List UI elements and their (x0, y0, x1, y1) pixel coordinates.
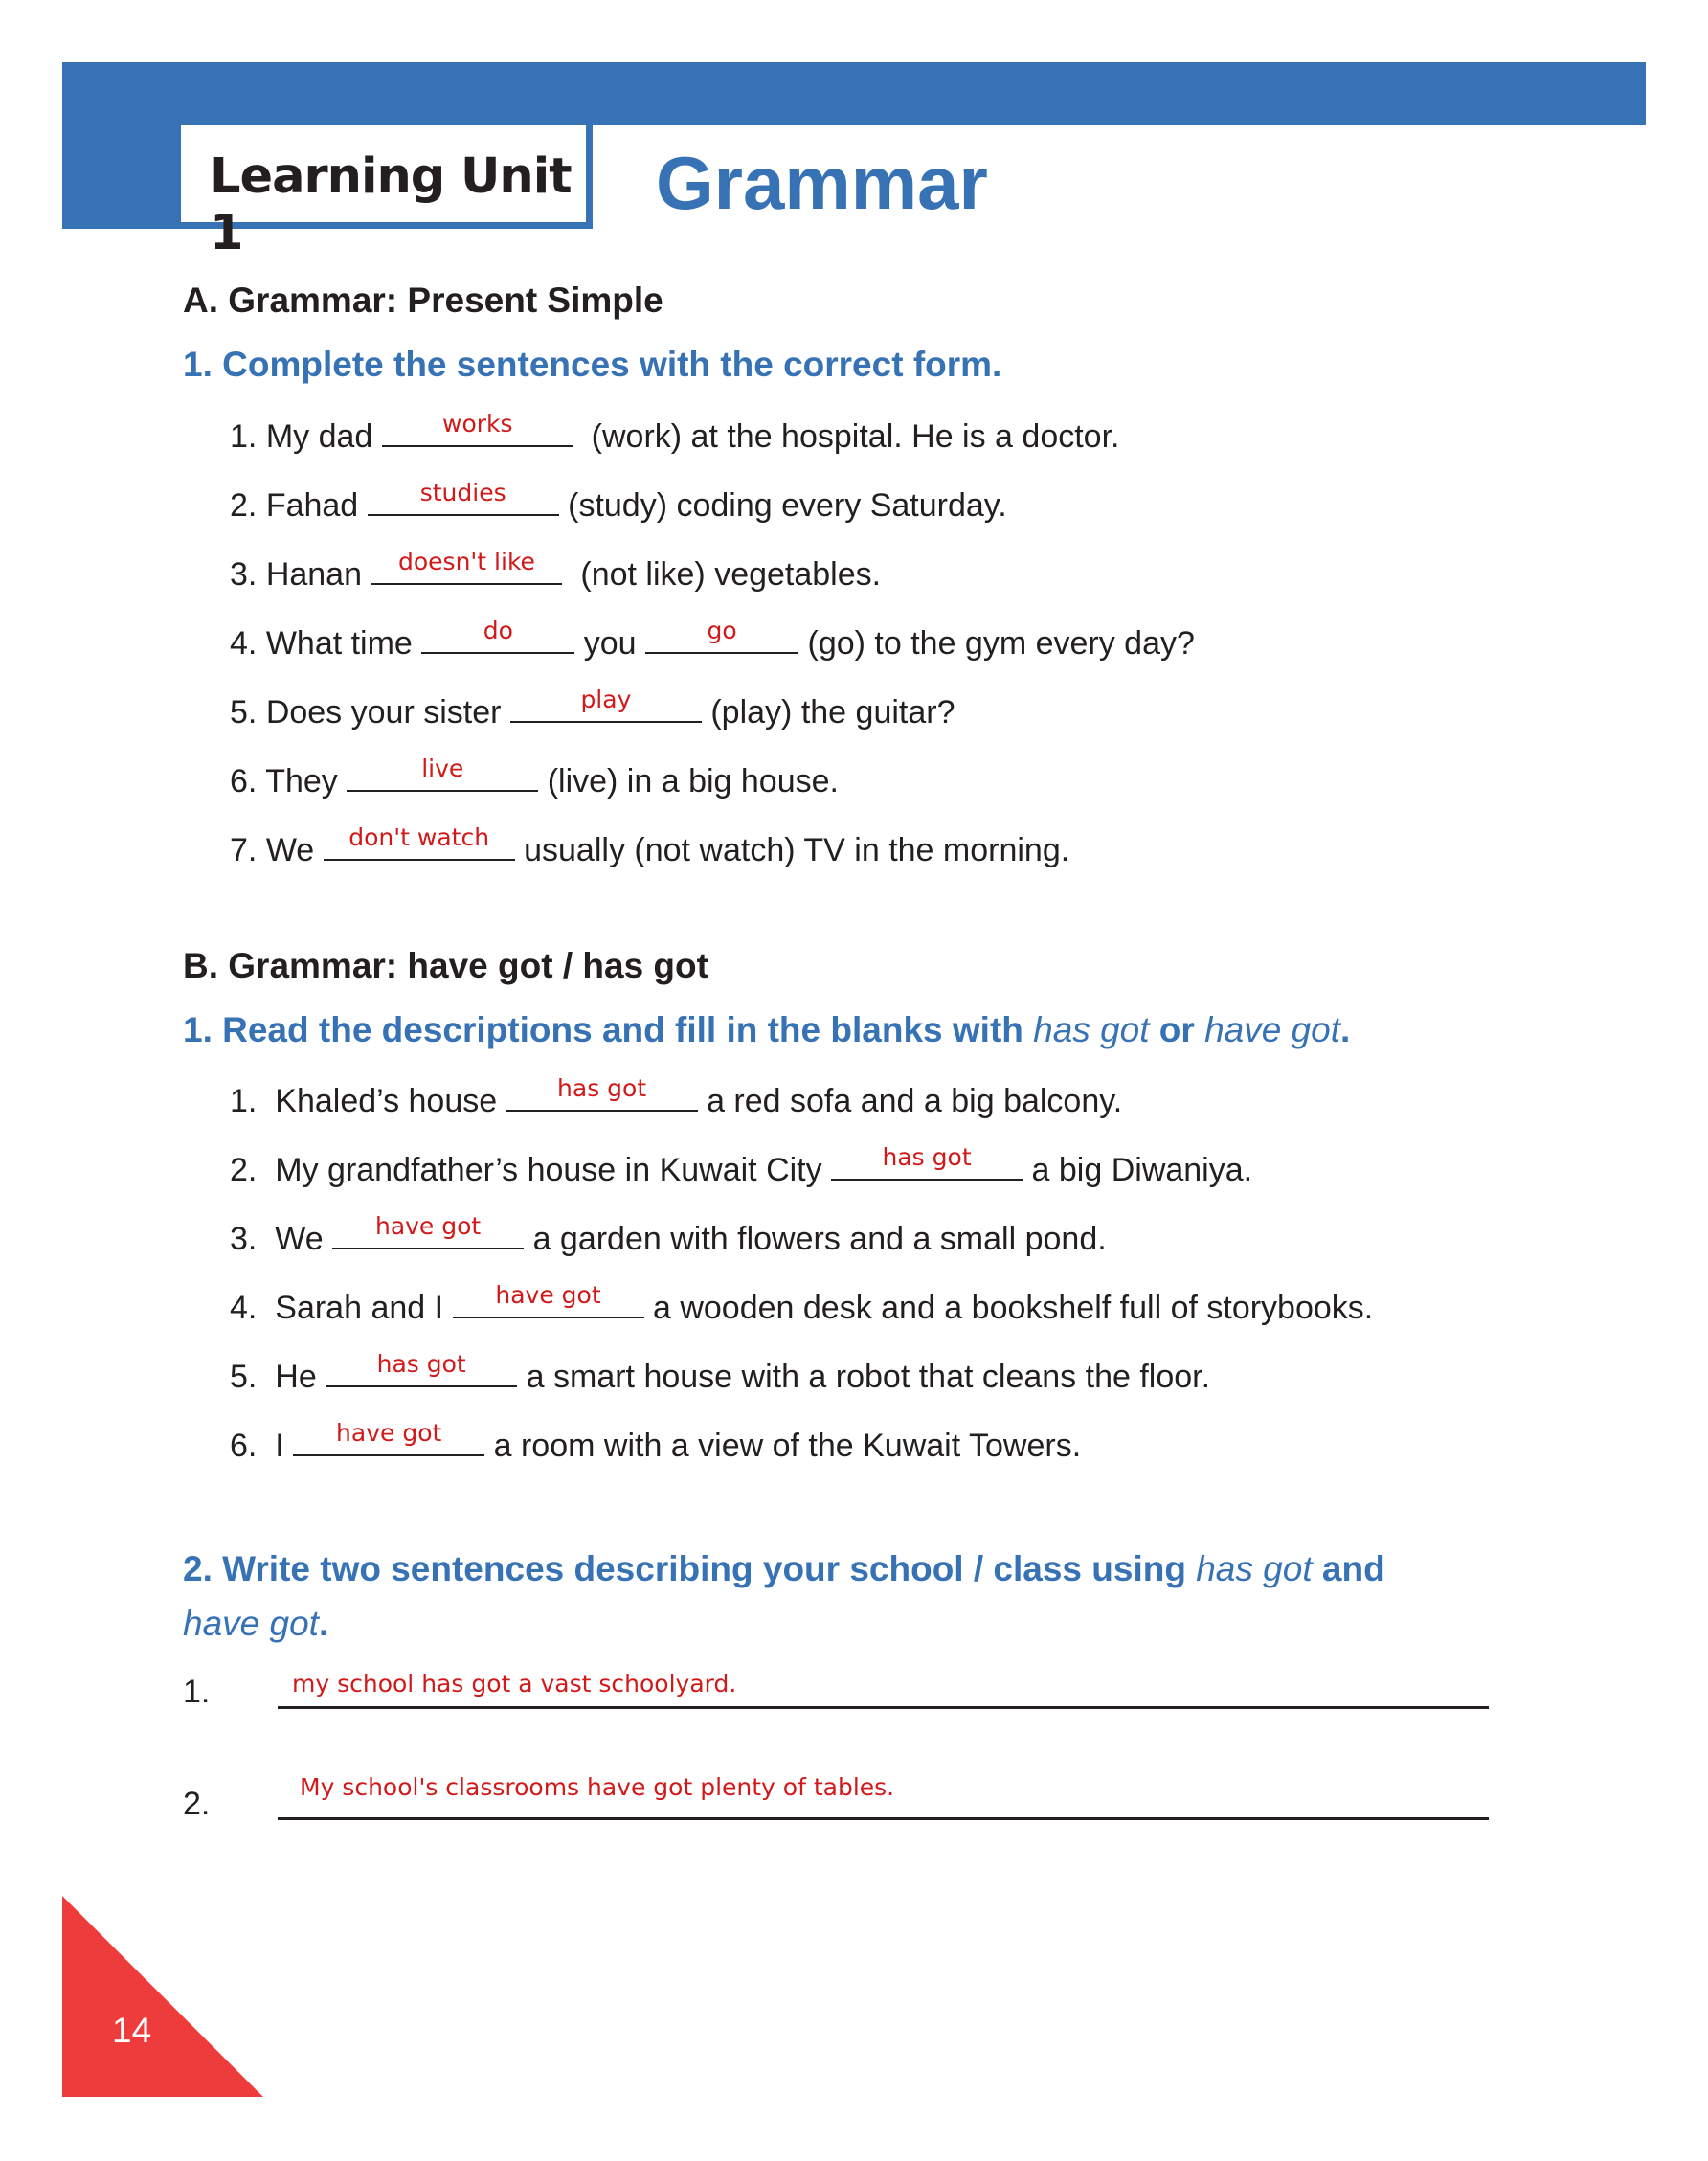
answer-text: has got (557, 1074, 647, 1102)
section-b-task-1: 1. Read the descriptions and fill in the blanks with has got or have got. (183, 1010, 1351, 1049)
answer-text: live (421, 754, 464, 782)
list-item: 3. Hanan doesn't like (not like) vegetables. (230, 548, 882, 593)
page-number: 14 (112, 2011, 152, 2050)
answer-text: has got (376, 1350, 466, 1378)
answer-text: have got (336, 1419, 442, 1447)
answer-blank[interactable] (421, 617, 574, 654)
answer-text: have got (495, 1281, 601, 1309)
list-item: 5. He has got a smart house with a robot that cleans the floor. (230, 1350, 1211, 1395)
answer-blank[interactable] (332, 1212, 524, 1249)
section-a-task-1: 1. Complete the sentences with the correct form. (183, 345, 1002, 384)
header-side-band (62, 125, 181, 229)
answer-blank[interactable] (382, 410, 573, 447)
header-band (62, 62, 1646, 125)
section-b-heading: B. Grammar: have got / has got (183, 946, 708, 985)
answer-blank[interactable] (453, 1281, 644, 1318)
answer-text: don't watch (348, 823, 490, 851)
writing-line[interactable] (278, 1817, 1489, 1820)
page-corner (62, 1896, 263, 2097)
answer-text: have got (374, 1212, 482, 1240)
list-item: 7. We don't watch usually (not watch) TV in the morning. (230, 823, 1070, 868)
list-item: 1. My dad works (work) at the hospital. He is a doctor. (230, 410, 1120, 455)
list-item: 4. Sarah and I have got a wooden desk and a bookshelf full of storybooks. (230, 1281, 1374, 1326)
list-item: 2. My grandfather’s house in Kuwait City has got a big Diwaniya. (230, 1143, 1253, 1188)
writing-number: 2. (183, 1786, 211, 1822)
list-item: 6. I have got a room with a view of the Kuwait Towers. (230, 1419, 1082, 1464)
answer-blank[interactable] (645, 617, 798, 654)
answer-text: studies (419, 479, 506, 506)
writing-number: 1. (183, 1674, 211, 1710)
answer-blank[interactable] (506, 1074, 698, 1112)
list-item: 4. What time do you go (go) to the gym every day? (230, 617, 1195, 662)
page-title: Grammar (656, 141, 988, 225)
list-item: 3. We have got a garden with flowers and a small pond. (230, 1212, 1107, 1257)
writing-line[interactable] (278, 1706, 1489, 1709)
answer-text: has got (882, 1143, 972, 1171)
writing-answer: my school has got a vast schoolyard. (292, 1670, 737, 1698)
list-item: 2. Fahad studies (study) coding every Saturday. (230, 479, 1007, 524)
answer-blank[interactable] (326, 1350, 517, 1387)
answer-blank[interactable] (510, 686, 702, 723)
list-item: 6. They live (live) in a big house. (230, 754, 839, 799)
answer-text: doesn't like (398, 548, 535, 575)
answer-blank[interactable] (347, 754, 538, 792)
answer-text: play (580, 686, 632, 713)
answer-blank[interactable] (371, 548, 562, 585)
answer-blank[interactable] (368, 479, 559, 516)
unit-label-box (181, 125, 593, 261)
section-b-task-2-cont: have got. (183, 1604, 329, 1643)
answer-blank[interactable] (293, 1419, 484, 1456)
answer-blank[interactable] (324, 823, 515, 861)
unit-label: Learning Unit 1 (210, 148, 572, 261)
list-item: 1. Khaled’s house has got a red sofa and a big balcony. (230, 1074, 1123, 1119)
answer-blank[interactable] (831, 1143, 1023, 1181)
writing-answer: My school's classrooms have got plenty of tables. (300, 1773, 895, 1801)
section-b-task-2: 2. Write two sentences describing your school / class using has got and (183, 1549, 1385, 1588)
answer-text: works (442, 410, 513, 438)
answer-text: do (483, 617, 513, 644)
section-a-heading: A. Grammar: Present Simple (183, 281, 663, 320)
answer-text: go (707, 617, 737, 644)
list-item: 5. Does your sister play (play) the guitar? (230, 686, 955, 731)
